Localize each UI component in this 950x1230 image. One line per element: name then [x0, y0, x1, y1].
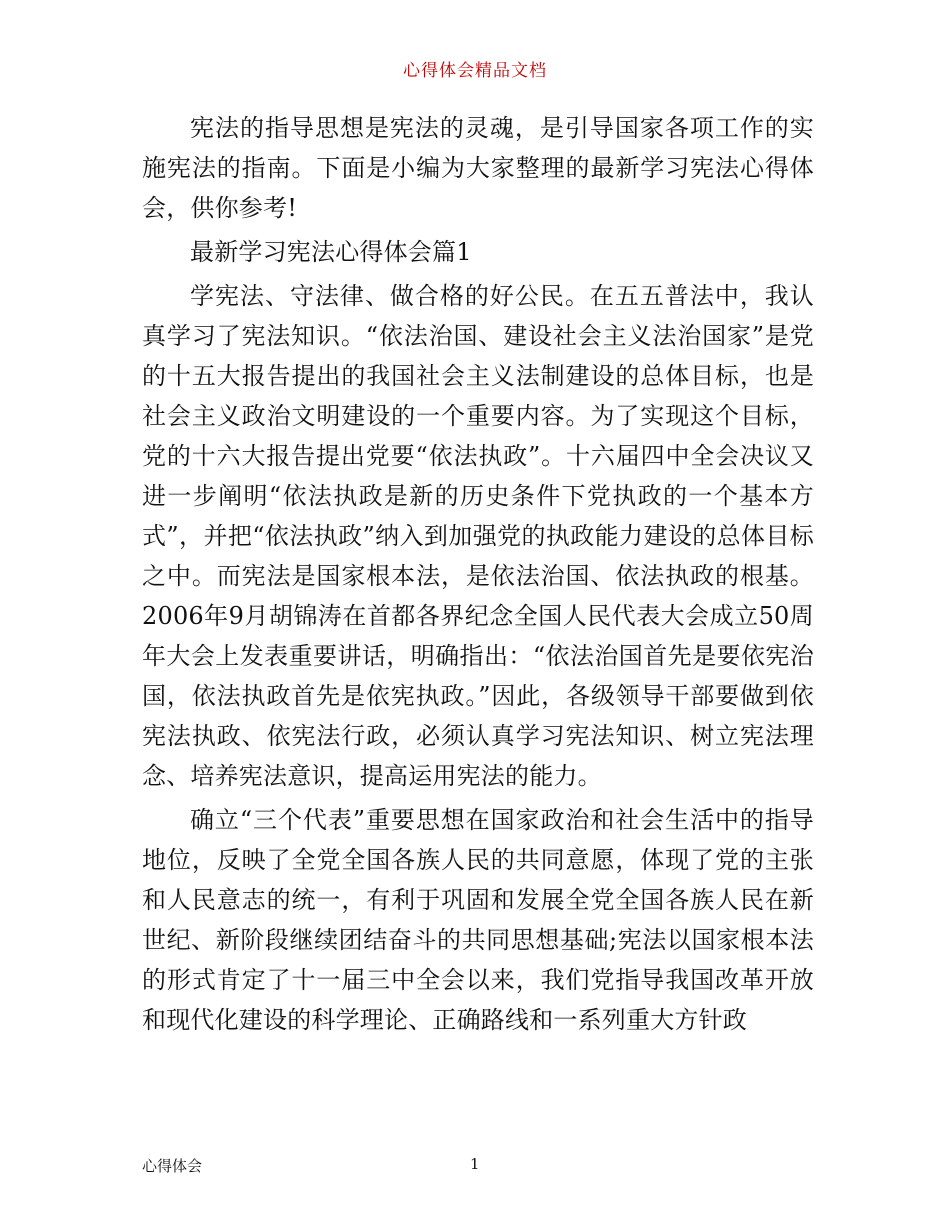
page-number: 1	[470, 1155, 480, 1173]
intro-paragraph: 宪法的指导思想是宪法的灵魂，是引导国家各项工作的实施宪法的指南。下面是小编为大家整理的最新学习宪法心得体会，供你参考!	[142, 114, 814, 222]
body-paragraph-2: 确立“三个代表”重要思想在国家政治和社会生活中的指导地位，反映了全党全国各族人民的共同意愿，体现了党的主张和人民意志的统一，有利于巩固和发展全党全国各族人民在新世纪、新阶段继续团结奋斗的共同思想基础;宪法以国家根本法的形式肯定了十一届三中全会以来，我们党指导我国改革开放和现代化建设的科学理论、正确路线和一系列重大方针政	[142, 806, 814, 1034]
body-paragraph-1: 学宪法、守法律、做合格的好公民。在五五普法中，我认真学习了宪法知识。“依法治国、建设社会主义法治国家”是党的十五大报告提出的我国社会主义法制建设的总体目标，也是社会主义政治文明建设的一个重要内容。为了实现这个目标，党的十六大报告提出党要“依法执政”。十六届四中全会决议又进一步阐明“依法执政是新的历史条件下党执政的一个基本方式”，并把“依法执政”纳入到加强党的执政能力建设的总体目标之中。而宪法是国家根本法，是依法治国、依法执政的根基。2006年9月胡锦涛在首都各界纪念全国人民代表大会成立50周年大会上发表重要讲话，明确指出：“依法治国首先是要依宪治国，依法执政首先是依宪执政。”因此，各级领导干部要做到依宪法执政、依宪法行政，必须认真学习宪法知识、树立宪法理念、培养宪法意识，提高运用宪法的能力。	[142, 282, 814, 790]
footer-label: 心得体会	[142, 1157, 203, 1175]
document-body	[142, 108, 814, 1040]
section-heading: 最新学习宪法心得体会篇1	[190, 238, 472, 266]
document-header-title: 心得体会精品文档	[403, 61, 547, 81]
